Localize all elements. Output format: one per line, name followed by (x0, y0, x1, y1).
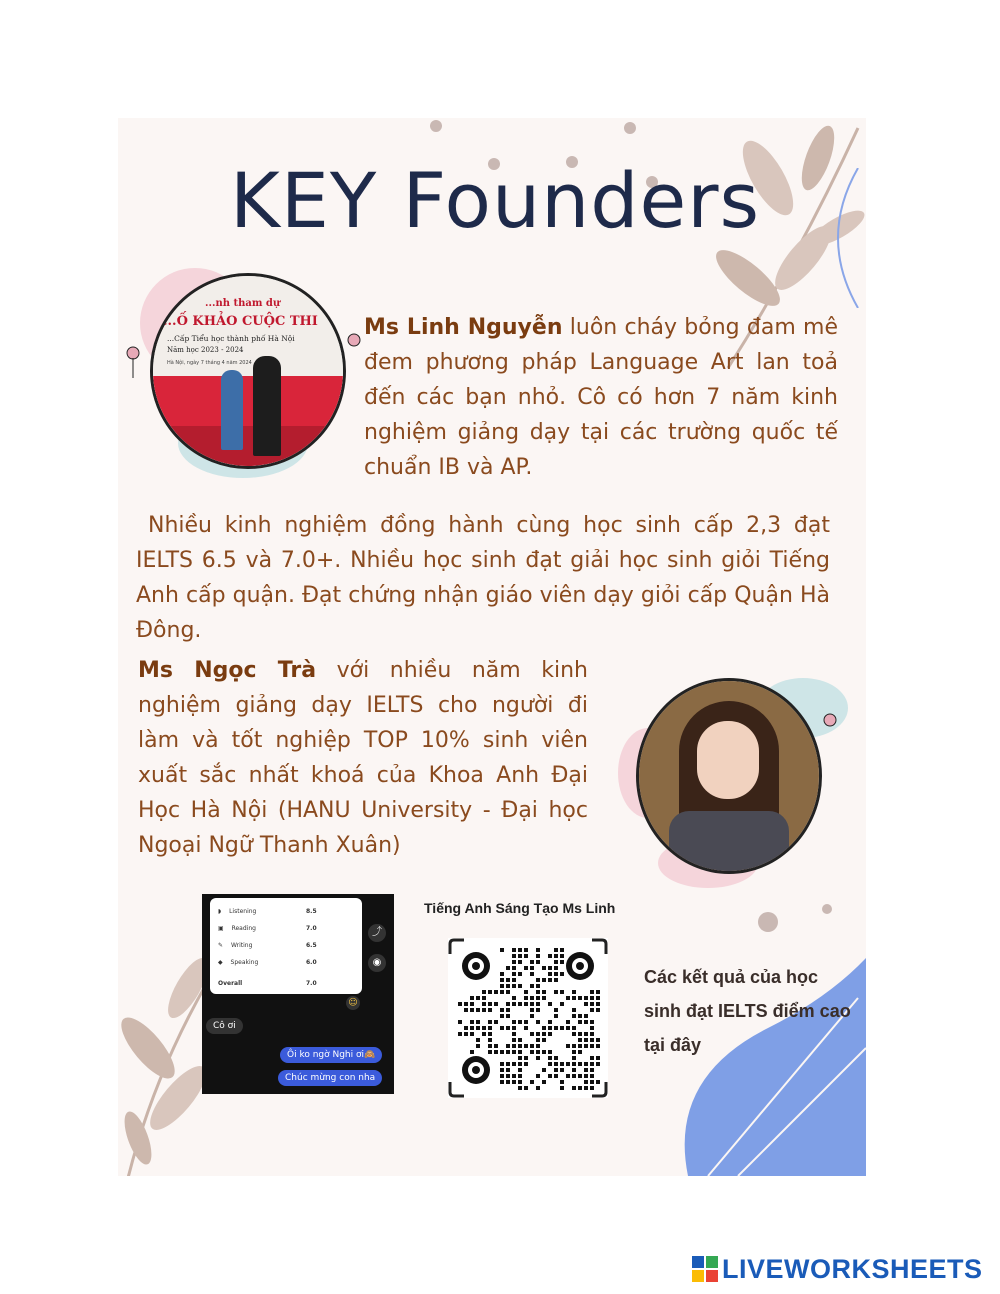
score-row: ▣ Reading 7.0 (218, 925, 317, 932)
founder1-bio: luôn cháy bỏng đam mê đem phương pháp Language Art lan toả đến các bạn nhỏ. Cô có hơn 7 năm kinh nghiệm giảng dạy tại các trường quốc tế chuẩn IB và AP. (364, 315, 839, 480)
camera-icon[interactable]: ◉ (368, 954, 386, 972)
outgoing-message: Ôi ko ngờ Nghi ơi🙈 (280, 1047, 382, 1063)
share-icon[interactable]: ⤴ (368, 924, 386, 942)
pen-icon: ✎ (218, 942, 224, 949)
flower-icon (118, 338, 148, 378)
founder2-bio: với nhiều năm kinh nghiệm giảng dạy IELTS cho người đi làm và tốt nghiệp TOP 10% sinh viên xuất sắc nhất khoá của Khoa Anh Đại Học Hà Nội (HANU University - Đại học Ngoại Ngữ Thanh Xuân) (138, 658, 589, 858)
chat-screenshot (202, 894, 394, 1094)
dot-decoration (822, 904, 832, 914)
incoming-message: Cô ơi (206, 1018, 243, 1034)
qr-code-graphic (448, 938, 608, 1098)
score-row: ✎ Writing 6.5 (218, 942, 317, 949)
founder2-name: Ms Ngọc Trà (138, 658, 317, 683)
score-row: ◆ Speaking 6.0 (218, 959, 317, 966)
logo-text: LIVEWORKSHEETS (722, 1253, 983, 1284)
emoji-reaction: ☺ (346, 996, 360, 1010)
founder1-description (364, 310, 838, 485)
founder2-photo (636, 678, 822, 874)
results-text: Các kết quả của học sinh đạt IELTS điểm cao tại đây (644, 967, 851, 1055)
book-icon: ▣ (218, 925, 224, 932)
logo-icon (692, 1256, 718, 1282)
poster (118, 118, 866, 1176)
headphones-icon: ◗ (218, 908, 222, 915)
liveworksheets-logo (692, 1252, 983, 1286)
dot-decoration (624, 122, 636, 134)
page-title: KEY Founders (230, 156, 761, 245)
founder2-description (138, 653, 588, 863)
banner-line: Hà Nội, ngày 7 tháng 4 năm 2024 (167, 360, 252, 366)
founder1-name: Ms Linh Nguyễn (364, 315, 563, 340)
experience-text: Nhiều kinh nghiệm đồng hành cùng học sinh cấp 2,3 đạt IELTS 6.5 và 7.0+. Nhiều học sinh đạt giải học sinh giỏi Tiếng Anh cấp quận. Đạt chứng nhận giáo viên dạy giỏi cấp Quận Hà Đông. (136, 513, 830, 643)
teacher-figure (253, 356, 281, 456)
score-card (210, 898, 362, 994)
flower-icon (342, 328, 366, 360)
banner-line: ...Ố KHẢO CUỘC THI (163, 314, 318, 329)
banner-line: ...Cấp Tiểu học thành phố Hà Nội (167, 334, 295, 343)
curve-decoration (818, 168, 866, 308)
overall-row: Overall 7.0 (218, 980, 317, 987)
dot-decoration (430, 120, 442, 132)
dot-decoration (758, 912, 778, 932)
banner-line: Năm học 2023 - 2024 (167, 346, 244, 354)
outgoing-message: Chúc mừng con nha (278, 1070, 382, 1086)
founder1-photo (150, 273, 346, 469)
score-row: ◗ Listening 8.5 (218, 908, 317, 915)
flower-icon (818, 708, 842, 740)
student-figure (221, 370, 243, 450)
speech-icon: ◆ (218, 959, 223, 966)
qr-title: Tiếng Anh Sáng Tạo Ms Linh (424, 900, 616, 916)
qr-code[interactable] (448, 938, 608, 1098)
banner-line: ...nh tham dự (205, 298, 281, 309)
